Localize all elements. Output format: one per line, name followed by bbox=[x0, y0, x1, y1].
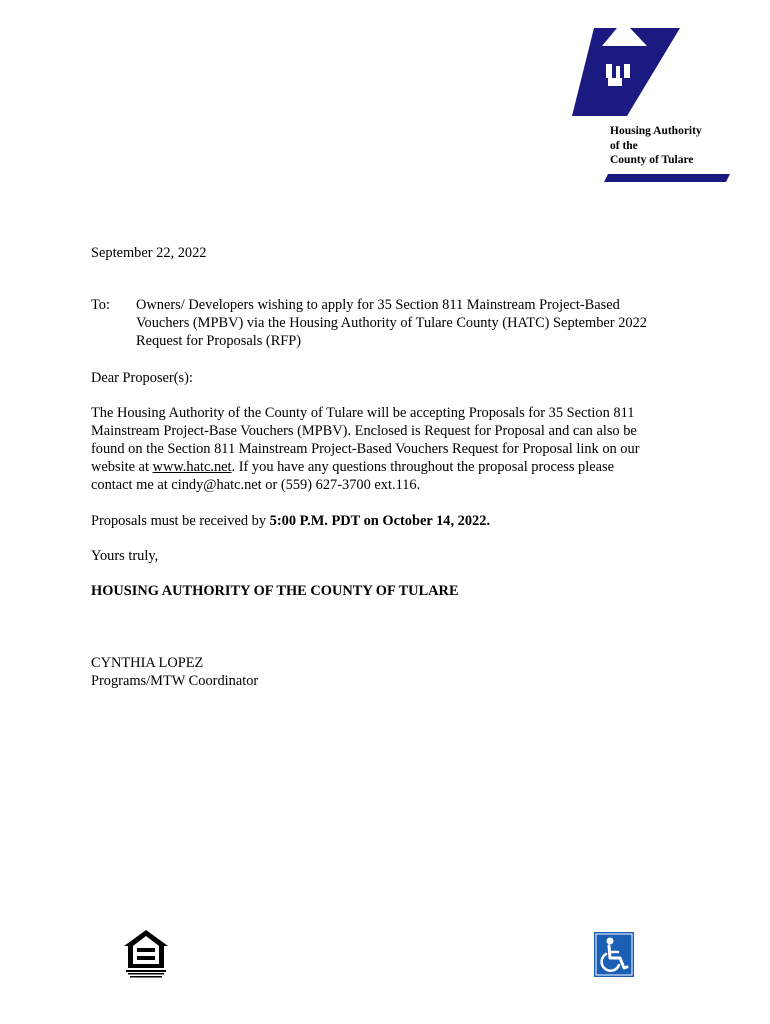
body-line: Mainstream Project-Base Vouchers (MPBV). Enclosed is Request for Proposal and can also be bbox=[91, 423, 637, 439]
to-label: To: bbox=[91, 297, 110, 313]
signer-name: CYNTHIA LOPEZ bbox=[91, 655, 204, 671]
body-line-website bbox=[91, 458, 691, 476]
equal-housing-opportunity-icon bbox=[122, 928, 170, 980]
org-name-line-3: County of Tulare bbox=[610, 154, 694, 166]
website-prefix: website at bbox=[91, 459, 153, 475]
signer-title: Programs/MTW Coordinator bbox=[91, 673, 259, 689]
salutation: Dear Proposer(s): bbox=[91, 370, 193, 386]
recipient-line: Vouchers (MPBV) via the Housing Authority of Tulare County (HATC) September 2022 bbox=[136, 315, 647, 331]
wheelchair-accessible-icon bbox=[594, 932, 634, 977]
letter-date: September 22, 2022 bbox=[91, 245, 207, 261]
recipient-text bbox=[136, 296, 696, 350]
body-paragraph bbox=[91, 404, 691, 494]
deadline-date: 5:00 P.M. PDT on October 14, 2022. bbox=[269, 513, 491, 529]
recipient-line: Request for Proposals (RFP) bbox=[136, 333, 302, 349]
body-line: The Housing Authority of the County of Tulare will be accepting Proposals for 35 Section 811 bbox=[91, 405, 635, 421]
deadline-prefix: Proposals must be received by bbox=[91, 513, 270, 529]
header-rule bbox=[604, 174, 730, 182]
recipient-line: Owners/ Developers wishing to apply for 35 Section 811 Mainstream Project-Based bbox=[136, 297, 620, 313]
org-signature: HOUSING AUTHORITY OF THE COUNTY OF TULARE bbox=[91, 583, 459, 599]
org-name-line-1: Housing Authority bbox=[610, 125, 702, 137]
hatc-logo bbox=[572, 28, 680, 116]
website-link[interactable]: www.hatc.net bbox=[152, 459, 232, 475]
deadline-line bbox=[91, 512, 490, 530]
org-name bbox=[610, 124, 702, 168]
org-name-line-2: of the bbox=[610, 139, 638, 152]
closing: Yours truly, bbox=[91, 548, 159, 564]
website-suffix: . If you have any questions throughout the proposal process please bbox=[231, 459, 615, 475]
contact-line: contact me at cindy@hatc.net or (559) 627-3700 ext.116. bbox=[91, 477, 421, 493]
body-line: found on the Section 811 Mainstream Project-Based Vouchers Request for Proposal link on our bbox=[91, 441, 640, 457]
